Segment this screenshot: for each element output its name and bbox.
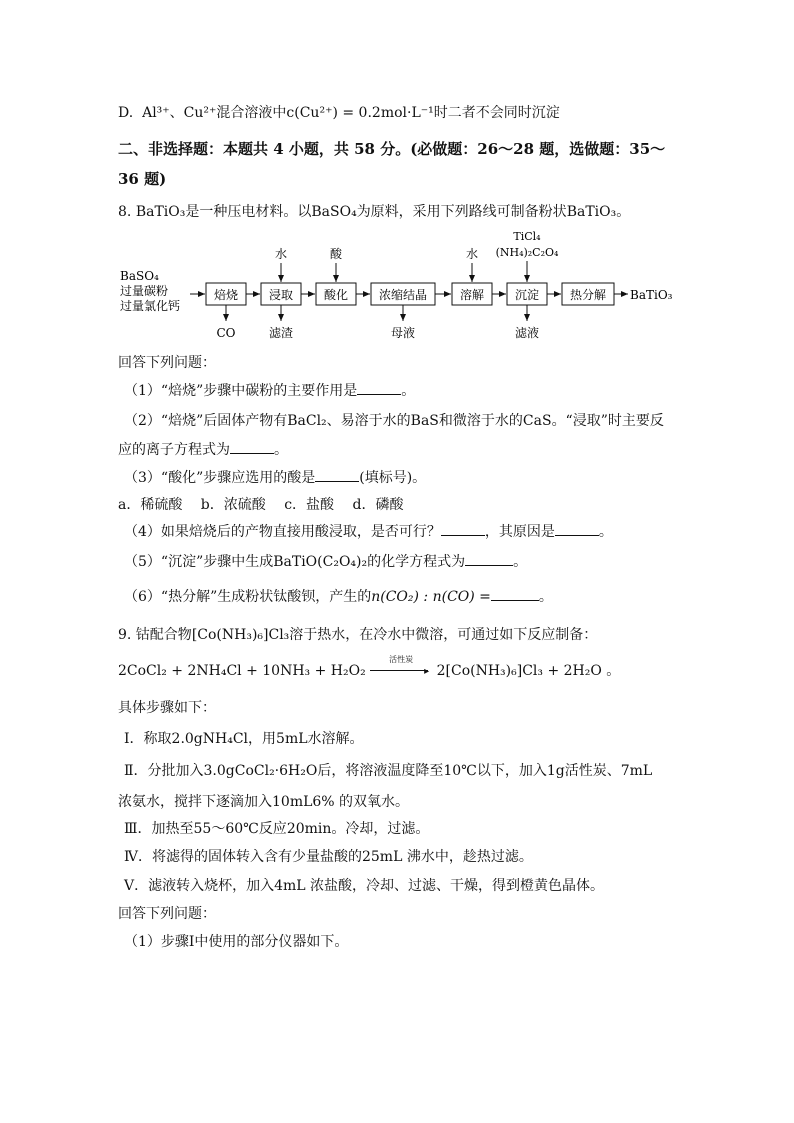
formula: CaS xyxy=(522,413,552,429)
ratio-expression: n(CO₂) : n(CO) = xyxy=(371,589,491,605)
svg-text:浸取: 浸取 xyxy=(268,288,294,302)
flow-top-ticl4: TiCl₄ xyxy=(513,230,541,243)
flow-product: BaTiO₃ xyxy=(630,288,673,302)
flow-top-water-1: 水 xyxy=(274,247,288,261)
q8-sub3 xyxy=(124,467,426,487)
ions: Al³⁺、Cu²⁺ xyxy=(142,105,217,121)
flow-top-water-2: 水 xyxy=(465,247,479,261)
concentration: c(Cu²⁺) = 0.2mol·L⁻¹ xyxy=(286,105,434,121)
q8-sub2-cont xyxy=(118,439,288,459)
svg-text:沉淀: 沉淀 xyxy=(514,288,540,302)
formula: BaS xyxy=(410,413,439,429)
option-d xyxy=(118,102,560,122)
q8-sub1 xyxy=(124,380,415,400)
step-text: ，用 xyxy=(248,731,277,747)
question-text: （4）如果焙烧后的产物直接用酸浸取，是否可行？ xyxy=(124,524,441,540)
section-heading: 二、非选择题：本题共 4 小题，共 58 分。(必做题：26～28 题，选做题：35～ xyxy=(118,140,666,158)
question-text: （5）“沉淀”步骤中生成 xyxy=(124,554,274,570)
question-text: （1）“焙烧”步骤中碳粉的主要作用是 xyxy=(124,383,358,399)
question-text: 应的离子方程式为 xyxy=(118,442,230,458)
svg-text:热分解: 热分解 xyxy=(569,288,607,302)
step-text: 。冷却，过滤。 xyxy=(331,821,430,837)
quantity: 5mL xyxy=(276,731,308,747)
step-text: Ⅰ．称取 xyxy=(124,731,172,747)
q8-answer-intro: 回答下列问题： xyxy=(118,355,216,371)
flow-bottom-co: CO xyxy=(216,326,236,340)
formula: BaTiO(C₂O₄)₂ xyxy=(273,554,368,570)
stem-text: 为原料，采用下列路线可制备粉状 xyxy=(356,204,567,220)
q9-steps-intro: 具体步骤如下： xyxy=(118,700,216,716)
duration: 20min xyxy=(286,821,332,837)
flow-bottom-mother-liquor: 母液 xyxy=(390,326,416,340)
question-text: （2）“焙烧”后固体产物有 xyxy=(124,413,288,429)
q9-step-1 xyxy=(124,728,364,748)
q9-step-2-cont: 浓氨水，搅拌下逐滴加入10mL6% 的双氧水。 xyxy=(118,794,410,810)
answer-blank[interactable] xyxy=(555,521,599,536)
flow-input-carbon: 过量碳粉 xyxy=(120,284,169,298)
answer-blank[interactable] xyxy=(315,467,359,482)
formula: 3.0gCoCl₂·6H₂O xyxy=(203,763,318,779)
answer-blank[interactable] xyxy=(491,586,539,601)
answer-blank[interactable] xyxy=(441,521,485,536)
q9-step-3 xyxy=(124,818,429,838)
question-text: (填标号)。 xyxy=(359,470,427,486)
question-text: （3）“酸化”步骤应选用的酸是 xyxy=(124,470,316,486)
question-text: 。 xyxy=(401,383,416,399)
formula: [Co(NH₃)₆]Cl₃ xyxy=(191,627,290,643)
step-text: 活性炭、7mL xyxy=(564,763,653,779)
formula: 2.0gNH₄Cl xyxy=(171,731,249,747)
formula: BaSO₄ xyxy=(311,204,357,220)
q8-sub4 xyxy=(124,521,613,541)
step-text: 后，将溶液温度降至 xyxy=(317,763,444,779)
formula: BaTiO₃ xyxy=(566,204,617,220)
q8-stem xyxy=(118,201,630,221)
question-text: 。 xyxy=(538,589,553,605)
stem-text: 。 xyxy=(616,204,631,220)
flow-input-baso4: BaSO₄ xyxy=(120,269,159,283)
q9-equation xyxy=(118,655,621,680)
svg-text:浓缩结晶: 浓缩结晶 xyxy=(378,288,428,302)
quantity: 1g xyxy=(546,763,565,779)
question-text: ，其原因是 xyxy=(484,524,555,540)
formula: BaCl₂ xyxy=(287,413,327,429)
q8-sub3-options: a．稀硫酸 b．浓硫酸 c．盐酸 d．磷酸 xyxy=(118,497,404,513)
formula: BaTiO₃ xyxy=(135,204,186,220)
step-text: 反应 xyxy=(258,821,287,837)
q9-stem xyxy=(118,624,597,644)
temperature: 10℃ xyxy=(443,763,477,779)
q9-step-4: Ⅳ．将滤得的固体转入含有少量盐酸的25mL 沸水中，趁热过滤。 xyxy=(124,849,533,865)
step-text: 以下，加入 xyxy=(476,763,547,779)
flow-top-acid: 酸 xyxy=(329,247,343,261)
question-text: 。“浸取”时主要反 xyxy=(551,413,664,429)
q8-sub2 xyxy=(124,410,664,430)
temperature: 55～60℃ xyxy=(193,821,259,837)
question-text: （6）“热分解”生成粉状钛酸钡，产生的 xyxy=(124,589,372,605)
svg-text:溶解: 溶解 xyxy=(459,288,485,302)
catalyst-label: 活性炭 xyxy=(389,655,414,664)
flow-bottom-residue: 滤渣 xyxy=(268,326,294,340)
step-text: Ⅲ．加热至 xyxy=(124,821,194,837)
question-text: 和微溶于水的 xyxy=(438,413,523,429)
option-text: 混合溶液中 xyxy=(216,105,287,121)
process-flow-diagram xyxy=(112,228,682,346)
q9-step-5: Ⅴ．滤液转入烧杯，加入4mL 浓盐酸，冷却、过滤、干燥，得到橙黄色晶体。 xyxy=(124,878,605,894)
stem-text: 是一种压电材料。以 xyxy=(185,204,312,220)
flow-top-oxalate: (NH₄)₂C₂O₄ xyxy=(495,246,559,259)
question-text: 、易溶于水的 xyxy=(326,413,411,429)
q9-step-2 xyxy=(124,760,652,780)
q8-sub6 xyxy=(124,586,553,606)
section-heading-cont: 36 题) xyxy=(118,170,167,188)
step-text: Ⅱ．分批加入 xyxy=(124,763,204,779)
question-number: 8. xyxy=(118,204,132,220)
option-text-2: 时二者不会同时沉淀 xyxy=(433,105,560,121)
equation-reactants: 2CoCl₂ + 2NH₄Cl + 10NH₃ + H₂O₂ xyxy=(118,663,366,679)
svg-text:焙烧: 焙烧 xyxy=(213,288,239,302)
answer-blank[interactable] xyxy=(465,551,513,566)
flow-input-cacl2: 过量氯化钙 xyxy=(120,299,181,313)
reaction-arrow: 活性炭 ▸ xyxy=(370,663,432,679)
question-text: 。 xyxy=(598,524,613,540)
q9-sub1: （1）步骤Ⅰ中使用的部分仪器如下。 xyxy=(124,934,349,950)
question-text: 9. 钴配合物 xyxy=(118,627,192,643)
equation-products: 2[Co(NH₃)₆]Cl₃ + 2H₂O 。 xyxy=(436,663,621,679)
question-text: 。 xyxy=(513,554,528,570)
q9-answer-intro: 回答下列问题： xyxy=(118,906,216,922)
answer-blank[interactable] xyxy=(357,380,401,395)
q8-sub5 xyxy=(124,551,527,571)
answer-blank[interactable] xyxy=(230,439,274,454)
question-text: 溶于热水，在冷水中微溶，可通过如下反应制备： xyxy=(289,627,598,643)
option-label: D. xyxy=(118,105,134,121)
step-text: 水溶解。 xyxy=(307,731,364,747)
question-text: 。 xyxy=(274,442,288,458)
svg-text:酸化: 酸化 xyxy=(323,288,349,302)
flow-bottom-filtrate: 滤液 xyxy=(514,326,540,340)
question-text: 的化学方程式为 xyxy=(367,554,466,570)
